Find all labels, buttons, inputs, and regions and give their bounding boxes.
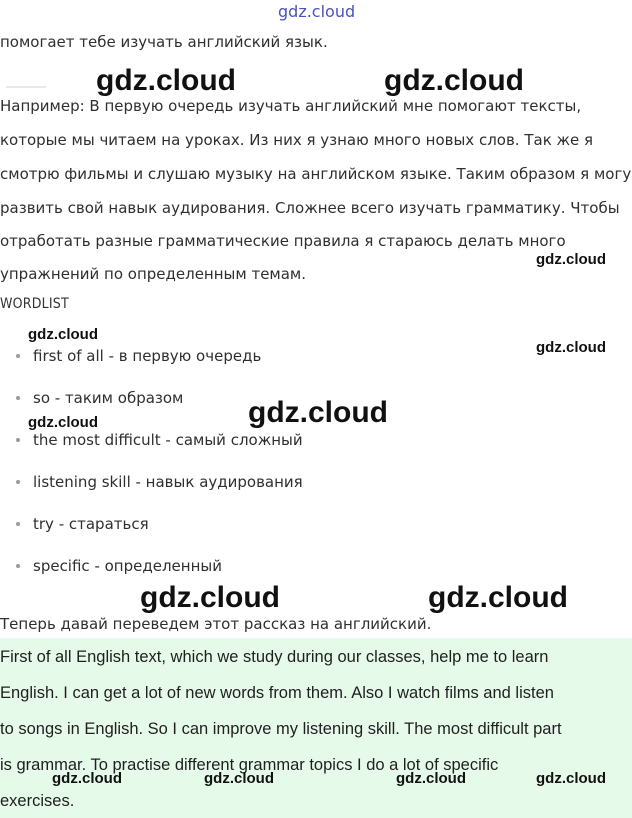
watermark: gdz.cloud bbox=[96, 64, 236, 97]
watermark: gdz.cloud bbox=[248, 396, 388, 429]
bullet bbox=[16, 522, 20, 526]
watermark: gdz.cloud bbox=[28, 414, 98, 431]
translate-prompt: Теперь давай переведем этот рассказ на английский. bbox=[0, 615, 432, 633]
bullet bbox=[16, 354, 20, 358]
watermark: gdz.cloud bbox=[384, 64, 524, 97]
example-line-2: которые мы читаем на уроках. Из них я узнаю много новых слов. Так же я bbox=[0, 131, 594, 149]
translation-line-5: exercises. bbox=[0, 792, 75, 810]
translation-line-2: English. I can get a lot of new words from them. Also I watch films and listen bbox=[0, 684, 554, 702]
example-line-6: упражнений по определенным темам. bbox=[0, 265, 307, 283]
example-line-5: отработать разные грамматические правила я стараюсь делать много bbox=[0, 232, 566, 250]
translation-line-1: First of all English text, which we study during our classes, help me to learn bbox=[0, 648, 549, 666]
bullet bbox=[16, 396, 20, 400]
intro-line: помогает тебе изучать английский язык. bbox=[0, 33, 328, 51]
divider bbox=[6, 86, 46, 88]
watermark: gdz.cloud bbox=[428, 581, 568, 614]
wordlist-item: the most difficult - самый сложный bbox=[33, 431, 303, 449]
example-line-1: Например: В первую очередь изучать английский мне помогают тексты, bbox=[0, 97, 582, 115]
watermark: gdz.cloud bbox=[140, 581, 280, 614]
watermark: gdz.cloud bbox=[396, 770, 466, 787]
wordlist-item: listening skill - навык аудирования bbox=[33, 473, 303, 491]
wordlist-item: specific - определенный bbox=[33, 557, 222, 575]
wordlist-item: first of all - в первую очередь bbox=[33, 347, 262, 365]
wordlist-heading: WORDLIST bbox=[0, 296, 69, 312]
watermark: gdz.cloud bbox=[536, 770, 606, 787]
watermark: gdz.cloud bbox=[204, 770, 274, 787]
watermark-top: gdz.cloud bbox=[278, 2, 356, 21]
translation-line-4: is grammar. To practise different grammar topics I do a lot of specific bbox=[0, 756, 499, 774]
wordlist-item: try - стараться bbox=[33, 515, 149, 533]
bullet bbox=[16, 480, 20, 484]
example-line-4: развить свой навык аудирования. Сложнее всего изучать грамматику. Чтобы bbox=[0, 199, 620, 217]
translation-line-3: to songs in English. So I can improve my listening skill. The most difficult part bbox=[0, 720, 562, 738]
watermark: gdz.cloud bbox=[28, 326, 98, 343]
watermark: gdz.cloud bbox=[52, 770, 122, 787]
watermark: gdz.cloud bbox=[536, 251, 606, 268]
wordlist-item: so - таким образом bbox=[33, 389, 184, 407]
example-line-3: смотрю фильмы и слушаю музыку на английском языке. Таким образом я могу bbox=[0, 165, 632, 183]
bullet bbox=[16, 438, 20, 442]
watermark: gdz.cloud bbox=[536, 339, 606, 356]
bullet bbox=[16, 564, 20, 568]
